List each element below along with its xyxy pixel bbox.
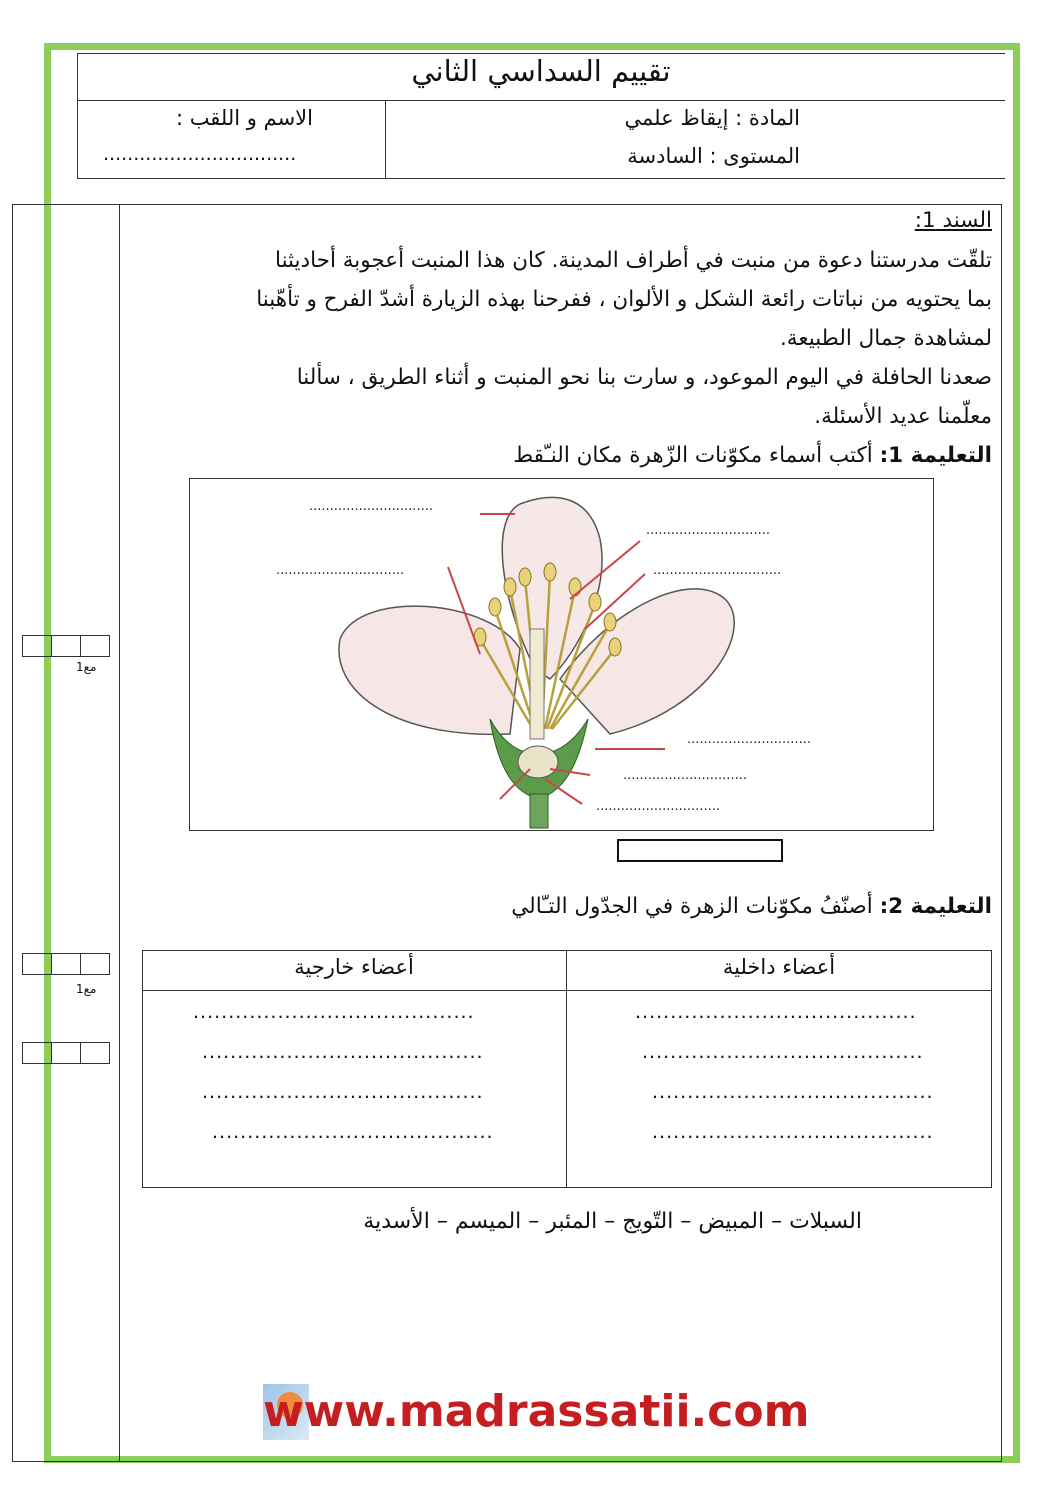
instruction-2-label: التعليمة 2: <box>879 894 992 919</box>
label-blank-4[interactable]: ............................... <box>653 563 782 578</box>
label-blank-5[interactable]: .............................. <box>687 732 811 747</box>
score-box-2[interactable] <box>22 953 110 975</box>
main-top-border <box>12 204 1002 205</box>
label-blank-6[interactable]: .............................. <box>623 768 747 783</box>
subject-label: المادة : إيقاظ علمي <box>624 106 800 130</box>
internal-blank-2[interactable]: ........................................ <box>642 1041 924 1063</box>
instruction-1-text: أكتب أسماء مكوّنات الزّهرة مكان النـّقط <box>513 443 873 468</box>
external-blank-2[interactable]: ........................................ <box>202 1041 484 1063</box>
instruction-1 <box>513 443 992 468</box>
internal-blank-4[interactable]: ........................................ <box>652 1121 934 1143</box>
margin-divider <box>119 204 120 1462</box>
sanad-line-1: تلقّت مدرستنا دعوة من منبت في أطراف المدينة. كان هذا المنبت أعجوبة أحاديثنا <box>275 248 992 273</box>
flower-figure <box>189 478 934 831</box>
site-logo: www.madrassatii.com <box>263 1386 810 1437</box>
score-label-1: مع1 <box>76 660 97 674</box>
table-column-divider <box>566 950 567 1187</box>
sanad-line-4: صعدنا الحافلة في اليوم الموعود، و سارت بنا نحو المنبت و أثناء الطريق ، سألنا <box>296 365 992 390</box>
col-internal-header: أعضاء داخلية <box>722 955 836 979</box>
external-blank-4[interactable]: ........................................ <box>212 1121 494 1143</box>
score-box-3[interactable] <box>22 1042 110 1064</box>
name-field[interactable]: ................................ <box>103 143 297 165</box>
sanad-line-3: لمشاهدة جمال الطبيعة. <box>779 326 992 351</box>
external-blank-1[interactable]: ........................................ <box>193 1001 475 1023</box>
header-mid-border <box>77 100 1005 101</box>
label-blank-2[interactable]: .............................. <box>646 523 770 538</box>
internal-blank-1[interactable]: ........................................ <box>635 1001 917 1023</box>
instruction-1-label: التعليمة 1: <box>879 443 992 468</box>
page-title: تقييم السداسي الثاني <box>411 54 671 88</box>
header-divider <box>385 100 386 179</box>
score-label-2: مع1 <box>76 982 97 996</box>
score-box-1[interactable] <box>22 635 110 657</box>
label-blank-1[interactable]: .............................. <box>309 499 433 514</box>
figure-title-box[interactable] <box>617 839 783 862</box>
label-blank-3[interactable]: ............................... <box>276 563 405 578</box>
main-left-border <box>12 204 13 1462</box>
sanad-line-5: معلّمنا عديد الأسئلة. <box>814 404 992 429</box>
instruction-2 <box>511 894 992 919</box>
col-external-header: أعضاء خارجية <box>294 955 414 979</box>
header-bottom-border <box>77 178 1005 179</box>
instruction-2-text: أصنّفُ مكوّنات الزهرة في الجدّول التـّالي <box>511 894 873 919</box>
classification-table <box>142 950 992 1188</box>
main-bottom-border <box>12 1461 1002 1462</box>
word-bank: السبلات – المبيض – التّويج – المئبر – الميسم – الأسدية <box>363 1209 862 1234</box>
external-blank-3[interactable]: ........................................ <box>202 1081 484 1103</box>
sanad-label: السند 1: <box>914 208 992 233</box>
name-label: الاسم و اللقب : <box>175 106 313 130</box>
label-blank-7[interactable]: .............................. <box>596 799 720 814</box>
internal-blank-3[interactable]: ........................................ <box>652 1081 934 1103</box>
flower-illustration <box>190 479 933 830</box>
main-right-border <box>1001 204 1002 1462</box>
sanad-line-2: بما يحتويه من نباتات رائعة الشكل و الألوان ، ففرحنا بهذه الزيارة أشدّ الفرح و تأهّبنا <box>256 287 992 312</box>
level-label: المستوى : السادسة <box>627 144 800 168</box>
